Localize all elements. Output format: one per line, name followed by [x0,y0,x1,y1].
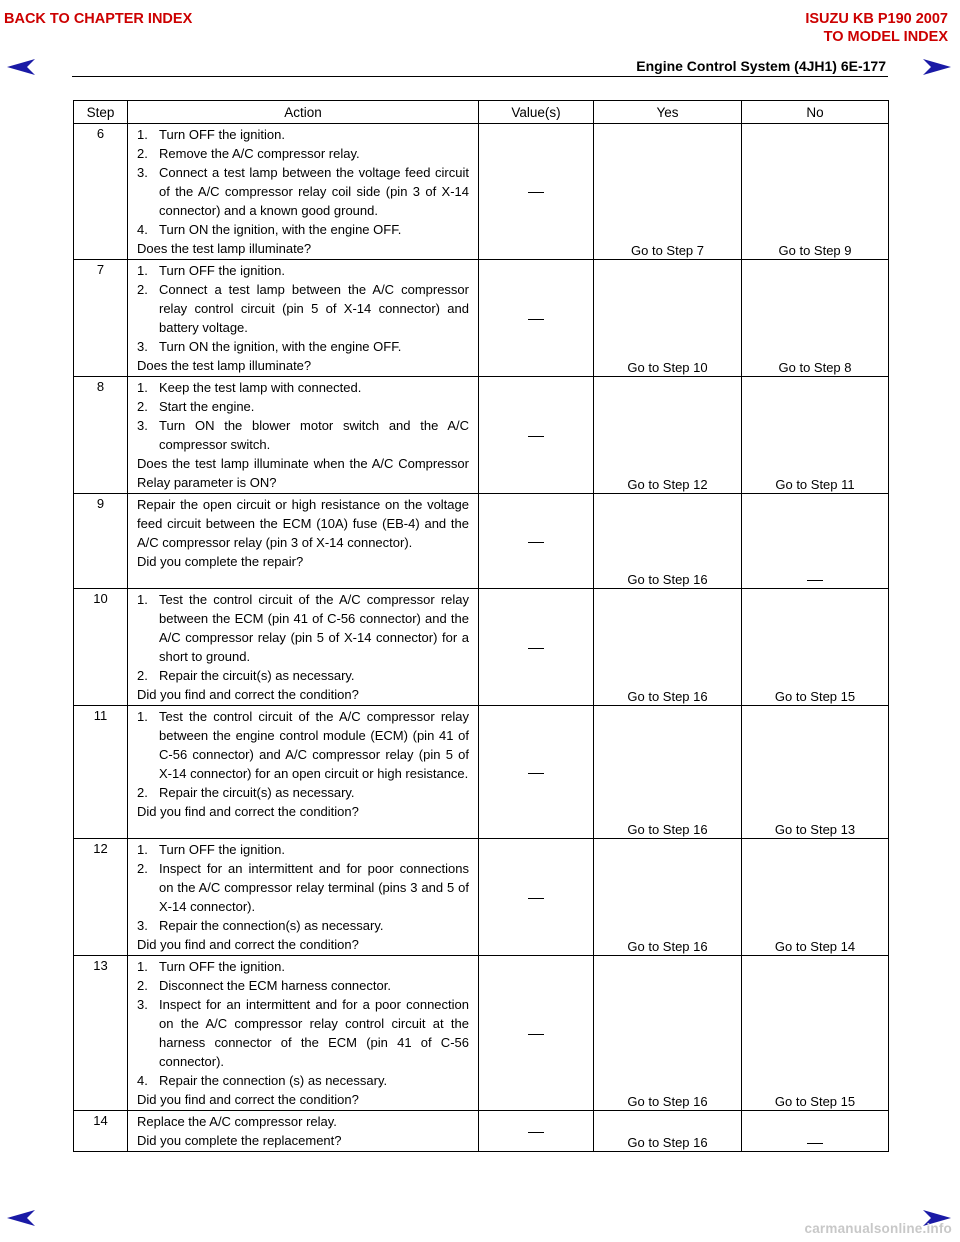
action-item-number: 2. [137,282,148,297]
action-question: Did you complete the replacement? [137,1133,342,1148]
action-item-text: Turn OFF the ignition. [159,842,285,857]
no-result: Go to Step 15 [774,1094,856,1109]
action-item-text: Test the control circuit of the A/C compressor relay between the ECM (pin 41 of C-56 connector) and the A/C compressor relay (pin 5 of X-14 connector) for a short to ground. [159,592,469,664]
to-model-index-link[interactable]: TO MODEL INDEX [823,29,948,45]
table-row [74,839,889,956]
no-result [807,1135,823,1150]
value-text [528,890,544,905]
previous-page-arrow-icon[interactable] [6,57,36,77]
value-cell [479,377,594,494]
yes-result: Go to Step 16 [627,1135,708,1150]
action-question: Repair the open circuit or high resistance on the voltage feed circuit between the ECM (10A) fuse (EB-4) and the A/C compressor relay (pin 3 of X-14 connector). [137,497,469,550]
value-text [528,311,544,326]
yes-result: Go to Step 16 [627,822,708,837]
action-item-text: Start the engine. [159,399,255,414]
action-question: Did you complete the repair? [137,554,304,569]
action-item-number: 2. [137,668,148,683]
action-item-number: 3. [137,339,148,354]
action-item [137,144,469,163]
table-row [74,377,889,494]
value-cell [479,260,594,377]
value-cell [479,494,594,589]
model-title-link[interactable]: ISUZU KB P190 2007 [805,11,948,27]
action-item-text: Repair the circuit(s) as necessary. [159,785,355,800]
action-item-text: Repair the circuit(s) as necessary. [159,668,355,683]
action-cell [128,260,479,377]
action-cell [128,589,479,706]
action-item [137,280,469,337]
action-item-text: Connect a test lamp between the A/C compressor relay control circuit (pin 5 of X-14 connector) and battery voltage. [159,282,469,335]
dash-placeholder [528,1034,544,1035]
value-text [528,640,544,655]
dash-placeholder [528,436,544,437]
step-number: 8 [74,377,128,494]
diagnostic-steps-table [73,100,889,1152]
next-page-arrow-icon[interactable] [922,57,952,77]
action-item [137,666,469,685]
no-result: Go to Step 13 [774,822,856,837]
step-number: 13 [74,956,128,1111]
action-item [137,590,469,666]
action-item-text: Repair the connection (s) as necessary. [159,1073,388,1088]
dash-placeholder [528,648,544,649]
value-text [528,428,544,443]
column-header-yes: Yes [594,101,742,124]
table-row [74,124,889,260]
action-item-text: Repair the connection(s) as necessary. [159,918,384,933]
step-number: 6 [74,124,128,260]
no-cell [742,1111,889,1152]
action-cell [128,956,479,1111]
yes-result: Go to Step 16 [627,572,708,587]
action-question: Does the test lamp illuminate when the A/C Compressor Relay parameter is ON? [137,456,469,490]
yes-result: Go to Step 12 [627,477,708,492]
action-item-number: 2. [137,146,148,161]
action-item-text: Inspect for an intermittent and for poor connections on the A/C compressor relay terminal (pins 3 and 5 of X-14 connector). [159,861,469,914]
dash-placeholder [807,580,823,581]
yes-cell [594,377,742,494]
value-cell [479,956,594,1111]
value-cell [479,1111,594,1152]
action-item-text: Disconnect the ECM harness connector. [159,978,391,993]
action-item-number: 1. [137,127,148,142]
action-question: Did you find and correct the condition? [137,937,359,952]
no-cell [742,260,889,377]
yes-cell [594,1111,742,1152]
dash-placeholder [528,898,544,899]
yes-cell [594,124,742,260]
action-item-number: 1. [137,959,148,974]
yes-cell [594,956,742,1111]
column-header-values: Value(s) [479,101,594,124]
action-question: Does the test lamp illuminate? [137,358,312,373]
dash-placeholder [528,1132,544,1133]
action-item [137,840,469,859]
action-item [137,995,469,1071]
action-cell [128,706,479,839]
no-cell [742,124,889,260]
value-text [528,765,544,780]
column-header-step: Step [74,101,128,124]
action-item [137,220,469,239]
action-item-number: 1. [137,592,148,607]
step-number: 9 [74,494,128,589]
action-item [137,916,469,935]
dash-placeholder [807,1143,823,1144]
no-cell [742,494,889,589]
back-to-chapter-index-link[interactable]: BACK TO CHAPTER INDEX [4,11,193,27]
step-number: 10 [74,589,128,706]
no-cell [742,377,889,494]
action-cell [128,1111,479,1152]
action-item-text: Turn ON the ignition, with the engine OFF. [159,339,402,354]
action-item-number: 1. [137,380,148,395]
action-cell [128,494,479,589]
action-item-number: 2. [137,399,148,414]
no-result [807,572,823,587]
value-text [528,184,544,199]
action-item-text: Test the control circuit of the A/C compressor relay between the engine control module (ECM) (pin 41 of C-56 connector) and A/C compressor relay (pin 5 of X-14 connector) for an open circuit or high resistance. [159,709,469,781]
step-number: 7 [74,260,128,377]
action-question: Does the test lamp illuminate? [137,241,312,256]
action-item [137,378,469,397]
value-text [528,1026,544,1041]
yes-cell [594,589,742,706]
yes-cell [594,839,742,956]
no-cell [742,839,889,956]
table-row [74,589,889,706]
action-item [137,957,469,976]
column-header-action: Action [128,101,479,124]
step-number: 14 [74,1111,128,1152]
table-row [74,956,889,1111]
action-item [137,707,469,783]
no-cell [742,956,889,1111]
yes-result: Go to Step 10 [627,360,708,375]
table-header-row [74,101,889,124]
value-cell [479,589,594,706]
value-cell [479,706,594,839]
action-item-number: 3. [137,997,148,1012]
dash-placeholder [528,192,544,193]
yes-cell [594,494,742,589]
action-item [137,783,469,802]
action-question: Did you find and correct the condition? [137,687,359,702]
action-cell [128,124,479,260]
no-result: Go to Step 14 [774,939,856,954]
step-number: 11 [74,706,128,839]
table-row [74,494,889,589]
value-cell [479,839,594,956]
action-item-number: 1. [137,709,148,724]
column-header-no: No [742,101,889,124]
action-item [137,337,469,356]
no-cell [742,706,889,839]
value-text [528,1124,544,1139]
action-item-number: 3. [137,418,148,433]
no-result: Go to Step 11 [775,477,855,492]
action-item [137,859,469,916]
action-cell [128,839,479,956]
action-item-number: 2. [137,978,148,993]
action-item-number: 4. [137,222,148,237]
action-item [137,976,469,995]
step-number: 12 [74,839,128,956]
action-item-text: Turn OFF the ignition. [159,127,285,142]
yes-cell [594,706,742,839]
action-item-text: Turn OFF the ignition. [159,263,285,278]
yes-result: Go to Step 7 [631,243,704,258]
action-item [137,397,469,416]
action-item-text: Turn ON the ignition, with the engine OFF. [159,222,402,237]
watermark: carmanualsonline.info [804,1221,952,1236]
action-question: Replace the A/C compressor relay. [137,1114,337,1129]
action-item-text: Inspect for an intermittent and for a poor connection on the A/C compressor relay control circuit at the harness connector of the ECM (pin 41 of C-56 connector). [159,997,469,1069]
table-row [74,1111,889,1152]
action-item [137,1071,469,1090]
action-question: Did you find and correct the condition? [137,804,359,819]
header-rule [72,76,888,77]
previous-page-arrow-icon[interactable] [6,1208,36,1228]
table-row [74,260,889,377]
action-item-text: Turn OFF the ignition. [159,959,285,974]
yes-result: Go to Step 16 [627,939,708,954]
action-cell [128,377,479,494]
action-item-number: 3. [137,918,148,933]
value-text [528,534,544,549]
no-result: Go to Step 15 [774,689,856,704]
action-item [137,125,469,144]
dash-placeholder [528,319,544,320]
action-item-number: 1. [137,842,148,857]
yes-cell [594,260,742,377]
yes-result: Go to Step 16 [627,1094,708,1109]
table-row [74,706,889,839]
action-item-number: 4. [137,1073,148,1088]
action-item-number: 2. [137,861,148,876]
action-item-text: Turn ON the blower motor switch and the A/C compressor switch. [159,418,469,452]
action-item-text: Connect a test lamp between the voltage feed circuit of the A/C compressor relay coil side (pin 3 of X-14 connector) and a known good ground. [159,165,469,218]
no-result: Go to Step 9 [778,243,852,258]
page-title: Engine Control System (4JH1) 6E-177 [636,58,886,74]
action-item-number: 3. [137,165,148,180]
value-cell [479,124,594,260]
action-item-number: 1. [137,263,148,278]
action-item [137,261,469,280]
dash-placeholder [528,773,544,774]
yes-result: Go to Step 16 [627,689,708,704]
action-item-number: 2. [137,785,148,800]
action-item-text: Keep the test lamp with connected. [159,380,362,395]
action-question: Did you find and correct the condition? [137,1092,359,1107]
no-cell [742,589,889,706]
dash-placeholder [528,542,544,543]
action-item [137,416,469,454]
action-item-text: Remove the A/C compressor relay. [159,146,360,161]
no-result: Go to Step 8 [778,360,852,375]
action-item [137,163,469,220]
